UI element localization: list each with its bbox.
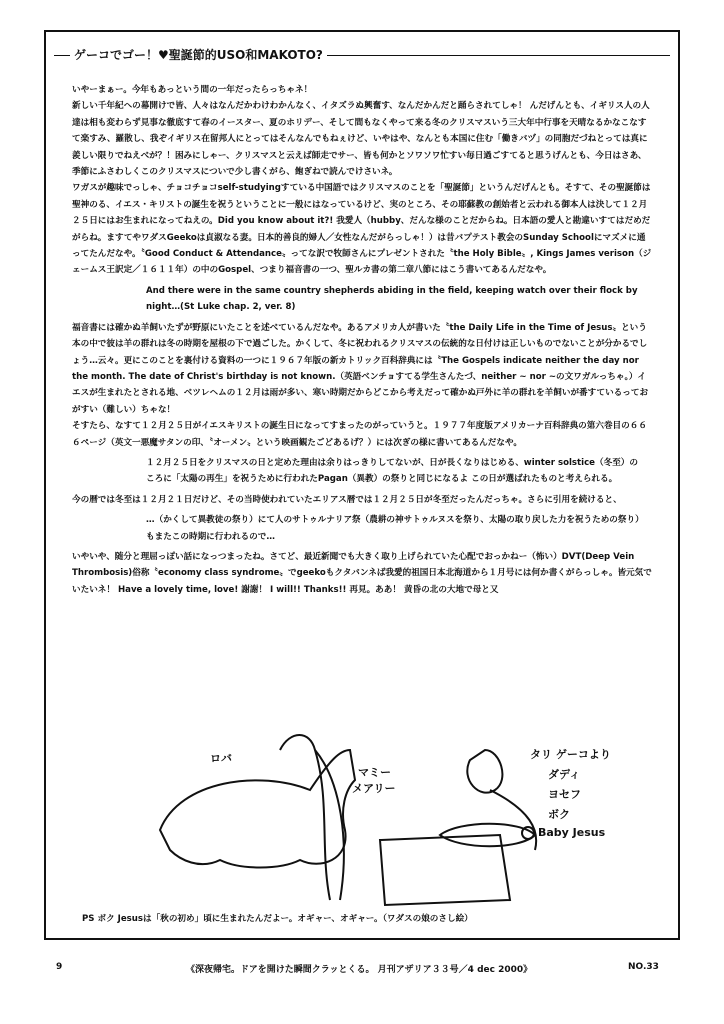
paragraph-3: ワガスが趣味でっしゃ、チョコチョコself-studyingすている中国語ではクリスマスのことを「聖誕節」というんだげんとも。そすて、その聖誕節は聖神のる、イエス・キリストの誕生を祝うということに一般にはなっているけど、実のところ、その耶蘇教の創始者と云われる御本人は決して１２月２５日にはお生まれになってねえの。Did you know about it?! 我愛人（hubby、だんな様のことだからね。日本語の愛人と勘違いすてはだめだがらね。ますてやワダスGeekoは貞淑なる妻。日本的善良的婦人／女性なんだがらっしゃ！）は昔バプテスト教会のSunday Schoolにマズメに通ってたんだなや。〝Good Conduct & Attendance〟ってな訳で牧師さんにプレゼントされた〝the Holy Bible〟, Kings James verison（ジェームス王訳定／１６１１年）の中のGospel、つまり福音書の一つ、聖ルカ書の第二章八節にはこう書いてあるんだなや。 bbox=[72, 183, 652, 276]
label-baby-jesus: Baby Jesus bbox=[538, 826, 606, 839]
paragraph-5: そすたら、なすて１２月２５日がイエスキリストの誕生日になってすまったのがっていうと。１９７７年度版アメリカーナ百科辞典の第六巻目の６６６ページ（英文一悪魔サタンの印、〝オーメン〟という映画観たごどあるげ？）には次ぎの様に書いてあるんだなや。 bbox=[72, 421, 647, 448]
bible-quote: And there were in the same country shepherds abiding in the field, keeping watch over their flock by night…(St Luke chap. 2, ver. 8) bbox=[146, 285, 638, 313]
label-donkey: ロバ bbox=[210, 752, 232, 765]
issue-number: NO.33 bbox=[628, 962, 659, 972]
label-me: ボク bbox=[548, 808, 570, 821]
label-mommy: マミー bbox=[358, 766, 391, 779]
label-daddy: ダディ bbox=[548, 768, 581, 781]
paragraph-6: 今の暦では冬至は１２月２１日だけど、その当時使われていたエリアス暦では１２月２５日が冬至だったんだっちゃ。さらに引用を続けると、 bbox=[72, 494, 622, 505]
publication-line: 《深夜帰宅。ドアを開けた瞬間クラッとくる。 月刊アザリア３３号／4 dec 2000》 bbox=[186, 965, 533, 975]
paragraph-1: いやーまぁー。今年もあっという間の一年だったらっちゃネ！ bbox=[72, 85, 313, 95]
encyclopedia-quote: １２月２５日をクリスマスの日と定めた理由は余りはっきりしてないが、日が長くなりはじめる、winter solstice（冬至）のころに「太陽の再生」を祝うために行われたPagan（異教）の祭りと同じになるよ この日が選ばれたものと考えられる。 bbox=[146, 457, 638, 485]
page-title: ゲーコでゴー！♥聖誕節的USO和MAKOTO? bbox=[70, 46, 327, 63]
saturnalia-quote: …（かくして異教徒の祭り）にて人のサトゥルナリア祭（農耕の神サトゥルヌスを祭り、太陽の取り戻した力を祝うための祭り）もまたこの時期に行われるので… bbox=[146, 515, 644, 542]
paragraph-4: 福音書には確かぬ羊飼いたずが野原にいたことを述べているんだなや。あるアメリカ人が書いた〝the Daily Life in the Time of Jesus〟という本の中で彼は羊の群れは冬の時期を屋根の下で過ごした。かくして、冬に祝われるクリスマスの伝統的な日付けは正しいものでないことが分かるでしょう…云々。更にこのことを裏付ける資料の一つに１９６７年版の新カトリック百科辞典には〝The Gospels indicate neither the day nor the month. The date of Christ's birthday is not known.（英語ベンチョすてる学生さんたづ、neither ~ nor ~の文ワガルっちゃ。）イエスが生まれたとされる地、ベツレヘムの１２月は雨が多い、寒い時期だからどこから考えだって確かぬ戸外に羊の群れを羊飼いが番すているっておがすい（難しい）ちゃな！ bbox=[72, 322, 649, 415]
page-number: 9 bbox=[56, 962, 63, 972]
postscript: PS ボク Jesusは「秋の初め」頃に生まれたんだよー。オギャー、オギャー。（ワダスの娘のさし絵） bbox=[82, 914, 473, 924]
paragraph-2: 新しい千年紀への幕開けで皆、人々はなんだかわけわかんなく、イタズラぬ興奮す、なんだかんだと踊らされてしゃ！ んだげんとも、イギリス人の人達は相も変わらず見事な徹底すて春のイースター、夏のホリデー、そして間もなくやって来る冬のクリスマスいう三大年中行事を天晴なるかなこなすて楽すみ、羅散し、我ぞイギリス在留邦人にとってはそんなんでもねぇけど、いやはや、なんとも本国に住む「働きバヅ」の同胞だづねとっては真に羨しい限りでねえべが？！困みにしゃー、クリスマスと云えば師走でサー、皆も何かとソワソワ忙すい毎日過ごすてると思うげんとも、今日はさあ、季節にふさわしくこのクリスマスについで少し書くがら、飽ぎねで読んでけさいネ。 bbox=[72, 101, 650, 178]
paragraph-7: いやいや、随分と理屈っぽい話になっつまったね。さてど、最近新聞でも大きく取り上げられていた心配でおっかねー（怖い）DVT(Deep Vein Thrombosis)俗称〝economy class syndrome〟でgeekoもクタバンネば我愛的祖国日本北海道から１月号には何か書くがらっしゃ。皆元気でいたいネ！ Have a lovely time, love! 謝謝！ I will!! Thanks!! 再見。ああ！ 黄昏の北の大地で母と又 bbox=[72, 551, 652, 595]
article-body bbox=[72, 82, 652, 598]
label-signature: タリ ゲーコより bbox=[530, 748, 611, 761]
label-joseph: ヨセフ bbox=[548, 788, 581, 801]
label-mary: メアリー bbox=[352, 782, 396, 795]
nativity-drawing bbox=[140, 720, 640, 910]
